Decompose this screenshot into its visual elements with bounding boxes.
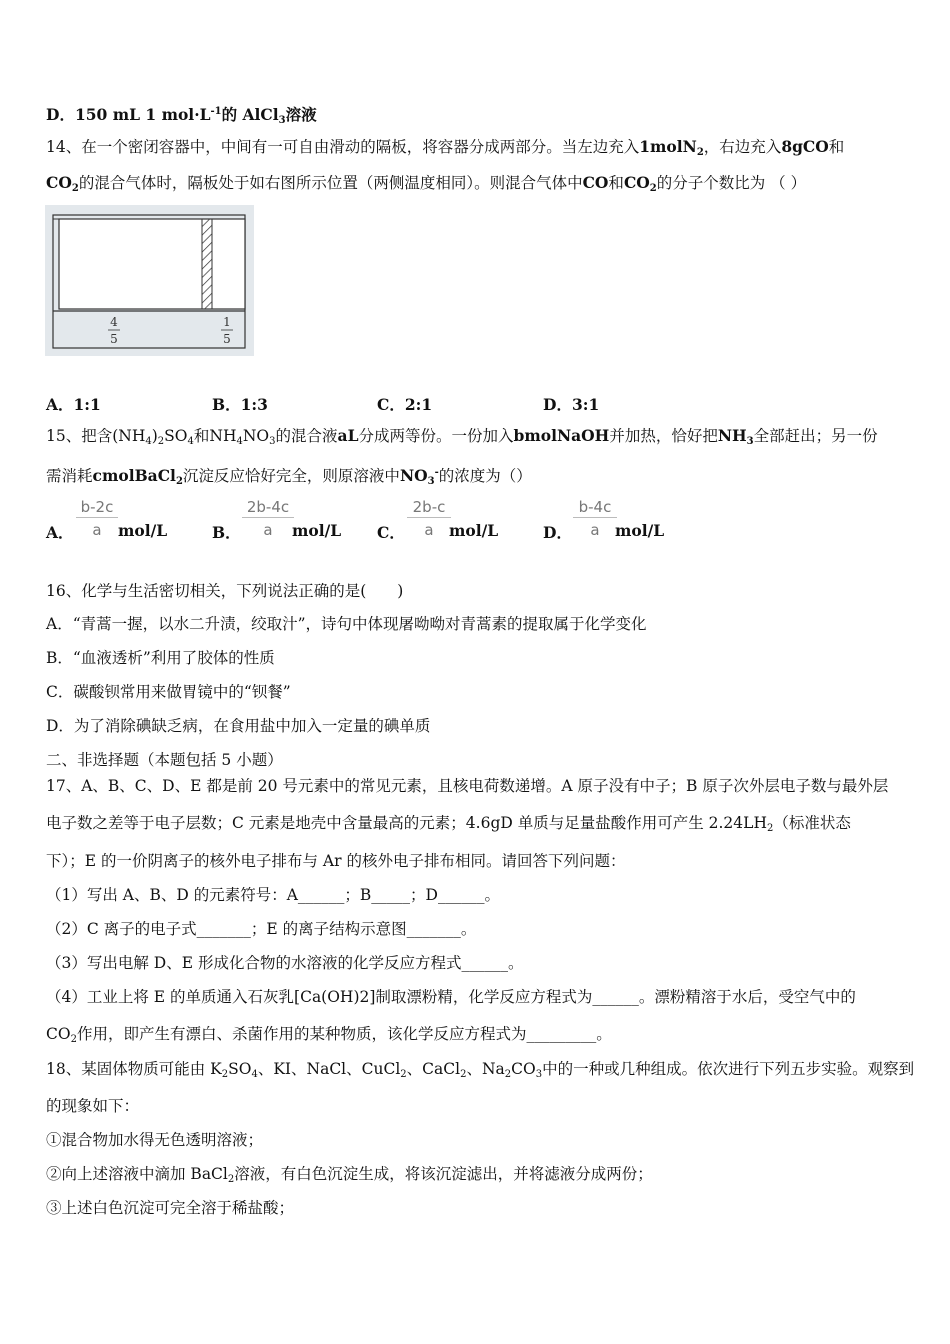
option-unit: mol/L (118, 521, 168, 540)
q16-option-d: D．为了消除碘缺乏病，在食用盐中加入一定量的碘单质 (46, 717, 431, 735)
option-unit: mol/L (292, 521, 342, 540)
q14-stem-line-2: $CO_2$的混合气体时，隔板处于如右图所示位置（两侧温度相同）。则混合气体中CO和$CO_2$的分子个数比为 （ ） (46, 173, 807, 194)
left-fraction-numerator: 4 (110, 315, 118, 329)
q17-stem-line-3: 下）；E 的一价阴离子的核外电子排布与 Ar 的核外电子排布相同。请回答下列问题： (46, 852, 626, 870)
q14-stem-line-1: 14、在一个密闭容器中，中间有一可自由滑动的隔板，将容器分成两部分。当左边充入1molN$_2$，右边充入8gCO和 (46, 137, 845, 158)
q18-stem-line-2: 的现象如下： (46, 1097, 140, 1115)
fraction (76, 497, 118, 542)
container-diagram-svg (45, 205, 254, 356)
q16-option-b: B．“血液透析”利用了胶体的性质 (46, 649, 275, 667)
q17-part-1: （1）写出 A、B、D 的元素符号：A______；B_____；D______。 (46, 886, 500, 904)
option-letter: D． (543, 523, 572, 542)
fraction-denominator: a (92, 521, 102, 539)
fraction (242, 497, 294, 542)
fraction-numerator: b-4c (573, 497, 617, 518)
fraction-denominator: a (263, 521, 273, 539)
q17-stem-line-2: 电子数之差等于电子层数；C 元素是地壳中含量最高的元素；4.6gD 单质与足量盐酸作用可产生 $2.24LH_2$（标准状态 (46, 814, 851, 834)
q17-stem-line-1: 17、A、B、C、D、E 都是前 20 号元素中的常见元素，且核电荷数递增。A 原子没有中子；B 原子次外层电子数与最外层 (46, 777, 889, 795)
fraction-numerator: b-2c (76, 497, 118, 518)
q16-option-a: A．“青蒿一握，以水二升渍，绞取汁”，诗句中体现屠呦呦对青蒿素的提取属于化学变化 (46, 615, 647, 633)
q17-part-3: （3）写出电解 D、E 形成化合物的水溶液的化学反应方程式______。 (46, 954, 524, 972)
q17-part-4-line-2: $CO_2$作用，即产生有漂白、杀菌作用的某种物质，该化学反应方程式为_________。 (46, 1025, 612, 1045)
q14-option-a: A．1:1 (46, 395, 101, 414)
sliding-partition (202, 219, 212, 309)
container-diagram (45, 205, 254, 356)
left-fraction-denominator: 5 (110, 332, 118, 346)
q16-stem: 16、化学与生活密切相关，下列说法正确的是( ) (46, 582, 404, 600)
right-fraction-denominator: 5 (223, 332, 231, 346)
q18-step-1: ①混合物加水得无色透明溶液； (46, 1131, 264, 1149)
q18-step-2: ②向上述溶液中滴加 BaCl$_2$溶液，有白色沉淀生成，将该沉淀滤出，并将滤液分成两份； (46, 1165, 653, 1185)
fraction-denominator: a (590, 521, 600, 539)
fraction (407, 497, 451, 542)
option-unit: mol/L (449, 521, 499, 540)
option-letter: C． (377, 523, 405, 542)
option-unit: mol/L (615, 521, 665, 540)
fraction (573, 497, 617, 542)
section-heading: 二、非选择题（本题包括 5 小题） (46, 751, 283, 769)
q15-stem-line-1: 15、把含$(NH_4)_2SO_4$和$NH_4NO_3$的混合液aL分成两等份。一份加入bmolNaOH并加热，恰好把$NH_3$全部赶出；另一份 (46, 426, 878, 447)
fraction-numerator: 2b-4c (242, 497, 294, 518)
container-top-rim (53, 215, 245, 219)
q18-stem-line-1: 18、某固体物质可能由 $K_2SO_4$、KI、NaCl、CuCl$_2$、CaCl$_2$、$Na_2CO_3$中的一种或几种组成。依次进行下列五步实验。观察到 (46, 1060, 915, 1080)
q14-option-b: B．1:3 (212, 395, 268, 414)
q15-stem-line-2: 需消耗cmolBaCl$_2$沉淀反应恰好完全，则原溶液中$NO_3^-$的浓度为（） (46, 466, 532, 487)
q14-option-d: D．3:1 (543, 395, 600, 414)
right-fraction-numerator: 1 (223, 315, 231, 329)
q14-option-c: C．2:1 (377, 395, 433, 414)
option-letter: A． (46, 523, 74, 542)
q18-step-3: ③上述白色沉淀可完全溶于稀盐酸； (46, 1199, 295, 1217)
q17-part-2: （2）C 离子的电子式_______；E 的离子结构示意图_______。 (46, 920, 477, 938)
q17-part-4-line-1: （4）工业上将 E 的单质通入石灰乳[Ca(OH)2]制取漂粉精，化学反应方程式为______。漂粉精溶于水后，受空气中的 (46, 988, 856, 1006)
fraction-numerator: 2b-c (407, 497, 451, 518)
q13-option-d: D．150 mL 1 $mol\cdot L^{-1}$的 AlCl$_3$溶液 (46, 105, 317, 126)
q16-option-c: C．碳酸钡常用来做胃镜中的“钡餐” (46, 683, 291, 701)
option-letter: B． (212, 523, 241, 542)
fraction-denominator: a (424, 521, 434, 539)
container-chamber (59, 219, 245, 309)
